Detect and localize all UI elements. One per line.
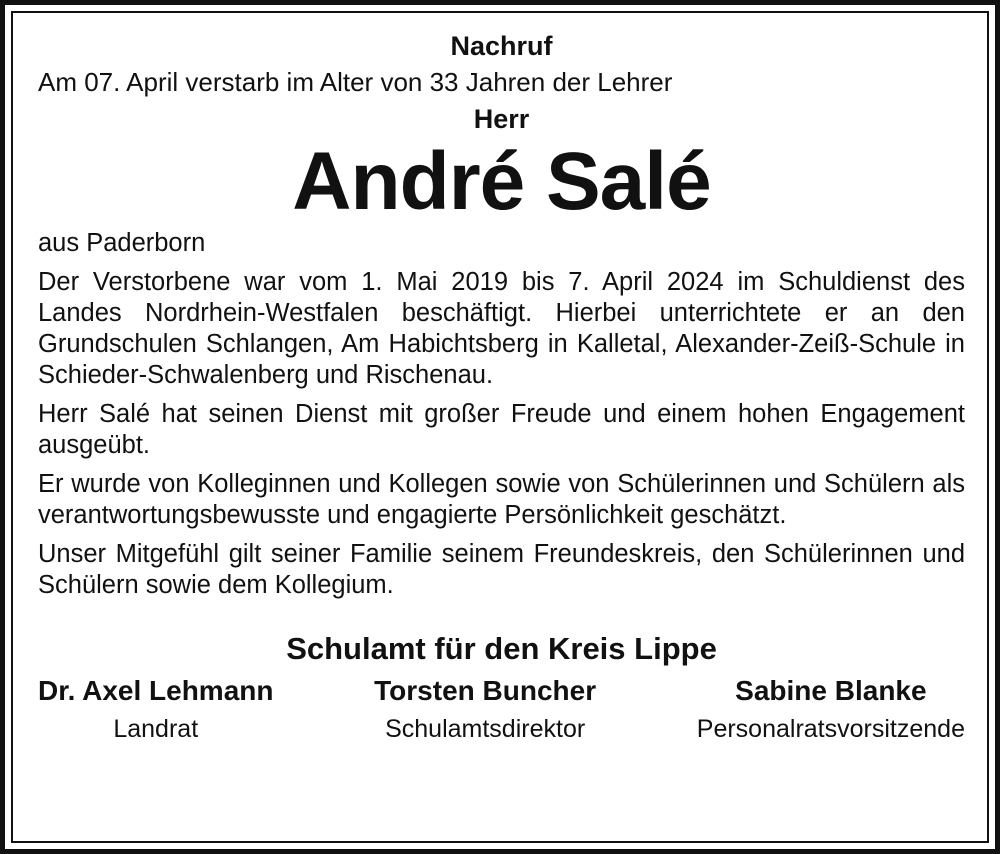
notice-intro: Am 07. April verstarb im Alter von 33 Jahren der Lehrer (38, 67, 673, 97)
paragraph-esteem: Er wurde von Kolleginnen und Kollegen sowie von Schülerinnen und Schülern als verantwortungsbewusste und engagierte Persönlichkeit geschätzt. (38, 470, 965, 529)
signer-name: Sabine Blanke (735, 675, 927, 706)
signer-role: Personalratsvorsitzende (696, 715, 965, 743)
signer-buncher (374, 671, 596, 747)
paragraph-career: Der Verstorbene war vom 1. Mai 2019 bis 7. April 2024 im Schuldienst des Landes Nordrhein-Westfalen beschäftigt. Hierbei unterrichtete er an den Grundschulen Schlangen, Am Habichtsberg in Kalletal, Alexander-Zeiß-Schule in Schieder-Schwalenberg und Rischenau. (38, 268, 965, 389)
signer-name: Dr. Axel Lehmann (38, 675, 274, 706)
notice-heading: Nachruf (450, 31, 553, 61)
signer-role: Landrat (113, 715, 199, 743)
origin: aus Paderborn (38, 229, 206, 257)
signer-role: Schulamtsdirektor (385, 715, 586, 743)
organization-name: Schulamt für den Kreis Lippe (286, 631, 717, 666)
deceased-name: André Salé (292, 136, 711, 227)
obituary-notice (38, 28, 965, 747)
signatories (38, 671, 965, 747)
paragraph-condolence: Unser Mitgefühl gilt seiner Familie seinem Freundeskreis, den Schülerinnen und Schülern sowie dem Kollegium. (38, 540, 965, 599)
paragraph-dedication: Herr Salé hat seinen Dienst mit großer Freude und einem hohen Engagement ausgeübt. (38, 400, 965, 459)
signer-blanke (697, 671, 965, 747)
salutation: Herr (473, 104, 530, 134)
signer-lehmann (38, 671, 273, 747)
signer-name: Torsten Buncher (374, 675, 597, 706)
